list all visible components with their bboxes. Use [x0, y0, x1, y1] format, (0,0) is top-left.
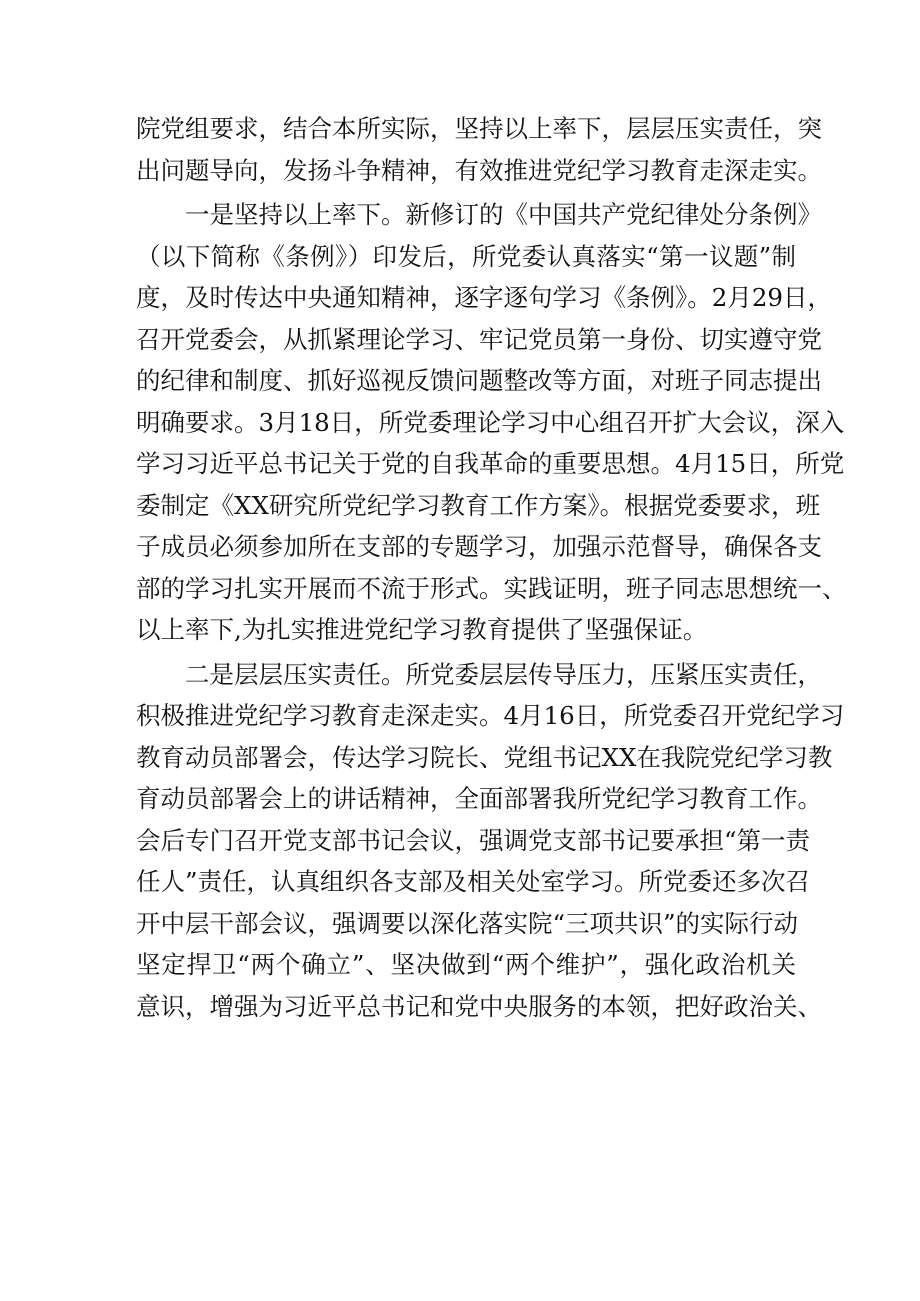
- text-line: 开中层干部会议，强调要以深化落实院“三项共识”的实际行动: [136, 908, 799, 938]
- text-line: 委制定《XX研究所党纪学习教育工作方案》。根据党委要求，班: [136, 490, 821, 520]
- text-line: 教育动员部署会，传达学习院长、党组书记XX在我院党纪学习教: [136, 742, 833, 772]
- text-line: 的纪律和制度、抓好巡视反馈问题整改等方面，对班子同志提出: [136, 366, 822, 395]
- text-line: 院党组要求，结合本所实际，坚持以上率下，层层压实责任，突: [136, 114, 822, 143]
- text-line: 一是坚持以上率下。新修订的《中国共产党纪律处分条例》: [185, 200, 822, 229]
- text-line: 会后专门召开党支部书记会议，强调党支部书记要承担“第一责: [136, 825, 811, 855]
- text-line: 度，及时传达中央通知精神，逐字逐句学习《条例》。2月29日，: [136, 283, 833, 312]
- document-body: [136, 108, 847, 1027]
- text-line: 明确要求。3月18日，所党委理论学习中心组召开扩大会议，深入: [136, 407, 845, 437]
- text-line: 出问题导向，发扬斗争精神，有效推进党纪学习教育走深走实。: [136, 155, 822, 185]
- text-line: 部的学习扎实开展而不流于形式。实践证明，班子同志思想统一、: [136, 573, 847, 603]
- text-line: 任人”责任，认真组织各支部及相关处室学习。所党委还多次召: [136, 867, 811, 896]
- text-line: 召开党委会，从抓紧理论学习、牢记党员第一身份、切实遵守党: [136, 324, 822, 354]
- paragraph: [136, 654, 845, 1028]
- text-line: 学习习近平总书记关于党的自我革命的重要思想。4月15日，所党: [136, 449, 845, 478]
- text-line: 积极推进党纪学习教育走深走实。4月16日，所党委召开党纪学习: [136, 701, 845, 730]
- text-line: 意识，增强为习近平总书记和党中央服务的本领，把好政治关、: [136, 991, 822, 1021]
- text-line: 坚定捍卫“两个确立”、坚决做到“两个维护”，强化政治机关: [136, 950, 796, 979]
- text-line: 以上率下,为扎实推进党纪学习教育提供了坚强保证。: [136, 615, 708, 644]
- text-line: 子成员必须参加所在支部的专题学习，加强示范督导，确保各支: [136, 532, 822, 561]
- paragraph: [136, 108, 822, 191]
- paragraph: [136, 194, 847, 651]
- text-line: 育动员部署会上的讲话精神，全面部署我所党纪学习教育工作。: [136, 784, 822, 813]
- text-line: 二是层层压实责任。所党委层层传导压力，压紧压实责任，: [185, 659, 822, 689]
- text-line: （以下简称《条例》）印发后，所党委认真落实“第一议题”制: [136, 241, 796, 271]
